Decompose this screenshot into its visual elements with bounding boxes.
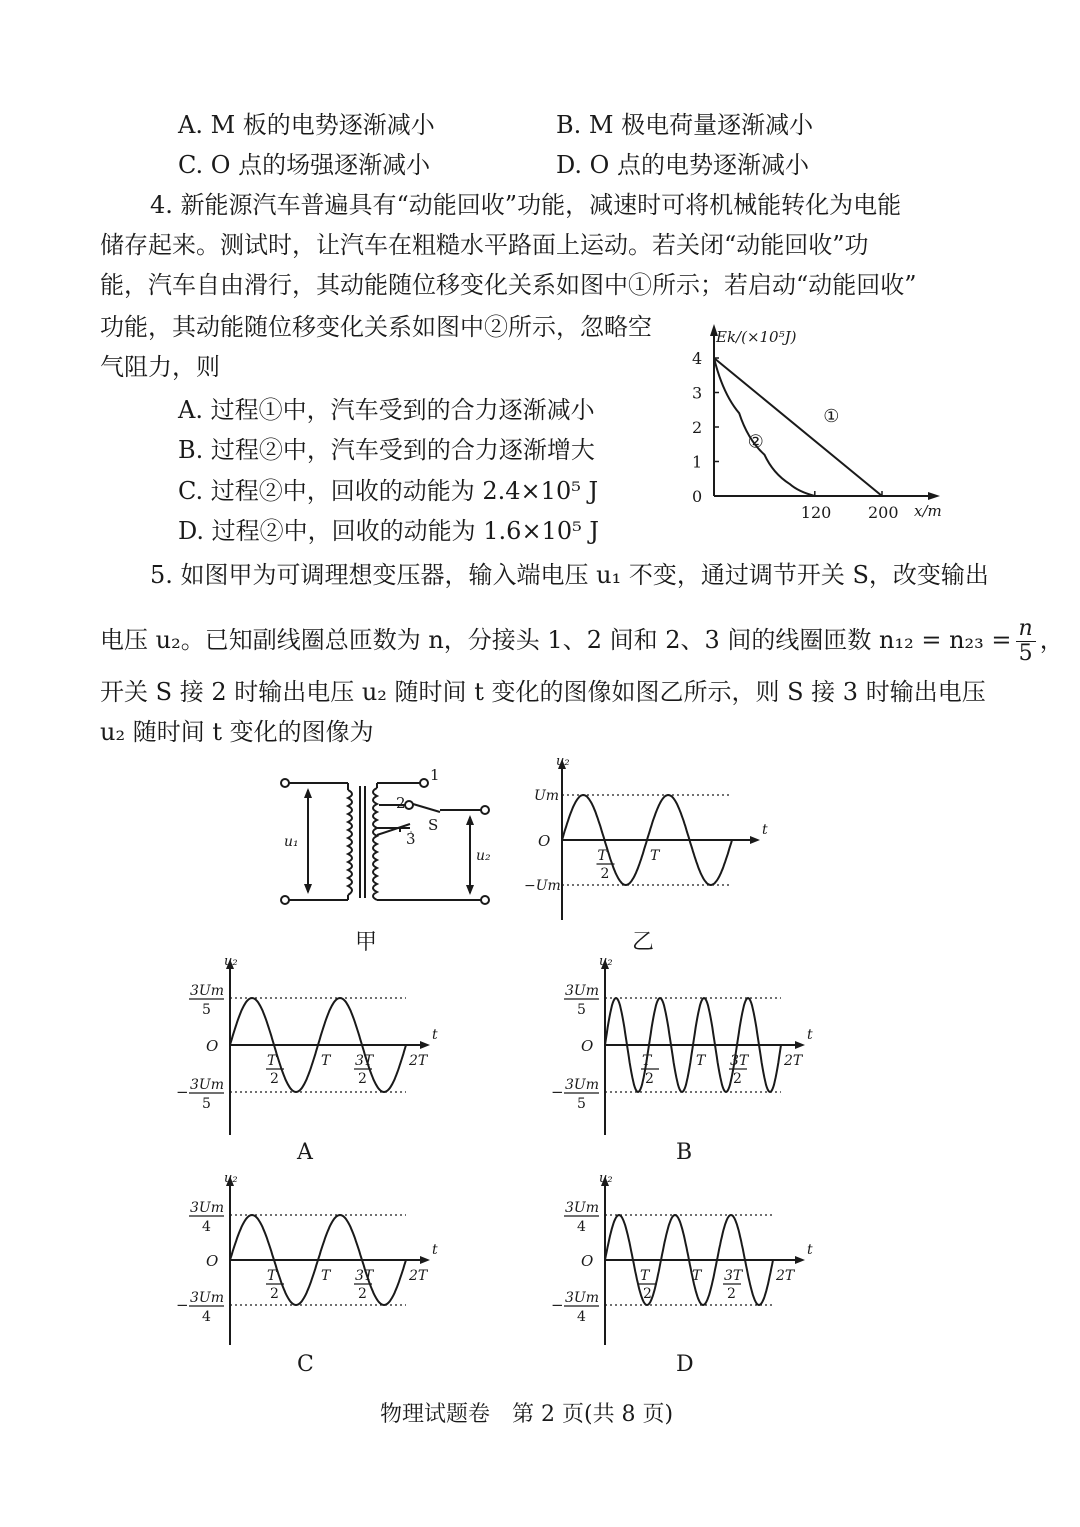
ek-x-chart <box>676 318 946 528</box>
y-tick-label: 1 <box>692 452 703 472</box>
t-tick-denominator: 2 <box>645 1071 654 1087</box>
q5-stem-line2 <box>100 617 1064 666</box>
q3-option-b: B. M 极电荷量逐渐减小 <box>556 111 814 139</box>
t-axis-label: t <box>762 822 768 838</box>
origin-label: O <box>581 1252 594 1270</box>
y-axis-label: u₂ <box>224 1171 238 1186</box>
t-tick-numerator: 3T <box>730 1053 749 1069</box>
pos-amp-label: Um <box>534 788 560 804</box>
t-tick-numerator: T <box>640 1268 650 1284</box>
q4-stem-line5: 气阻力，则 <box>100 353 220 381</box>
fraction-numerator: 3Um <box>565 1290 599 1306</box>
caption-jia: 甲 <box>355 930 378 955</box>
tap-2-label: 2 <box>396 794 406 812</box>
t-axis-arrow <box>795 1256 805 1264</box>
q4-stem-line3: 能，汽车自由滑行，其动能随位移变化关系如图中①所示；若启动“动能回收” <box>100 271 917 299</box>
t-axis-arrow <box>420 1256 430 1264</box>
q4-option-d: D. 过程②中，回收的动能为 1.6×10⁵ J <box>178 517 599 545</box>
q4-option-a: A. 过程①中，汽车受到的合力逐渐减小 <box>178 396 595 424</box>
q5-line2-end: ， <box>1039 626 1064 654</box>
fraction-numerator: 3Um <box>190 1077 224 1093</box>
waveform-yi <box>510 755 780 925</box>
fraction-numerator: 3Um <box>190 983 224 999</box>
pos-amp-label <box>564 1200 599 1235</box>
q3-option-a: A. M 板的电势逐渐减小 <box>178 111 435 139</box>
origin-label: O <box>538 832 551 850</box>
q5-stem-line4: u₂ 随时间 t 变化的图像为 <box>100 718 374 746</box>
fraction-denominator: 5 <box>202 1002 211 1018</box>
fraction-denominator: 5 <box>1018 641 1033 666</box>
caption-option-b: B <box>676 1140 693 1165</box>
u2-label: u₂ <box>476 848 491 864</box>
t-tick-numerator: 3T <box>724 1268 743 1284</box>
t-axis-label: t <box>432 1027 438 1043</box>
origin-label: O <box>581 1037 594 1055</box>
y-tick-label: 4 <box>692 349 703 368</box>
y-axis-label: u₂ <box>599 1171 613 1186</box>
t-tick-label: T <box>321 1053 331 1069</box>
series-1-label: ① <box>823 405 840 427</box>
minus-sign: − <box>176 1083 189 1101</box>
t-axis-label: t <box>432 1242 438 1258</box>
t-tick-label: T <box>696 1053 706 1069</box>
t-tick-numerator: 3T <box>355 1053 374 1069</box>
t-tick-label: 2T <box>409 1268 428 1284</box>
origin-label: O <box>206 1037 219 1055</box>
origin-label: O <box>206 1252 219 1270</box>
y-tick-label: 2 <box>692 418 703 437</box>
option-c-graph <box>176 1171 440 1352</box>
t-tick-numerator: T <box>267 1053 277 1069</box>
caption-option-a: A <box>297 1140 313 1165</box>
q5-stem-line1: 5. 如图甲为可调理想变压器，输入端电压 u₁ 不变，通过调节开关 S，改变输出 <box>150 561 989 589</box>
t-tick-numerator: T <box>597 848 607 864</box>
t-tick-denominator: 2 <box>643 1286 652 1302</box>
caption-option-c: C <box>297 1352 314 1377</box>
minus-sign: − <box>551 1083 564 1101</box>
t-tick-denominator: 2 <box>270 1286 279 1302</box>
t-tick-numerator: 3T <box>355 1268 374 1284</box>
t-tick-denominator: 2 <box>727 1286 736 1302</box>
tap-1-label: 1 <box>430 766 440 784</box>
series-2-curve <box>714 358 815 496</box>
fraction-numerator: n <box>1016 617 1036 642</box>
t-tick-numerator: T <box>267 1268 277 1284</box>
t-tick-denominator: 2 <box>358 1286 367 1302</box>
option-a-graph <box>176 954 440 1140</box>
fraction-numerator: 3Um <box>565 1077 599 1093</box>
option-b-graph <box>551 954 815 1140</box>
neg-amp-label <box>176 1077 224 1112</box>
tap-3-label: 3 <box>406 830 416 848</box>
q4-stem-line2: 储存起来。测试时，让汽车在粗糙水平路面上运动。若关闭“动能回收”功 <box>100 231 869 259</box>
y-tick-label: 3 <box>692 383 703 403</box>
t-axis-arrow <box>750 836 760 844</box>
q3-option-c: C. O 点的场强逐渐减小 <box>178 151 431 179</box>
pos-amp-label <box>189 983 224 1018</box>
series-2-label: ② <box>747 431 764 453</box>
u1-label: u₁ <box>284 834 299 850</box>
series-1-line <box>714 358 882 496</box>
t-tick-label: 2T <box>784 1053 803 1069</box>
t-tick-denominator: 2 <box>600 866 610 882</box>
fraction-n-over-5 <box>1016 617 1036 666</box>
q4-stem-line4: 功能，其动能随位移变化关系如图中②所示，忽略空 <box>100 313 652 341</box>
q4-option-c: C. 过程②中，回收的动能为 2.4×10⁵ J <box>178 477 599 505</box>
t-tick-denominator: 2 <box>733 1071 742 1087</box>
fraction-numerator: 3Um <box>190 1200 224 1216</box>
t-tick-denominator: 2 <box>270 1071 279 1087</box>
minus-sign: − <box>176 1296 189 1314</box>
pos-amp-label <box>564 983 599 1018</box>
t-tick-label: T <box>692 1268 702 1284</box>
fraction-denominator: 5 <box>577 1002 586 1018</box>
neg-amp-label: −Um <box>524 878 561 894</box>
q4-option-b: B. 过程②中，汽车受到的合力逐渐增大 <box>178 436 595 464</box>
t-axis-arrow <box>420 1041 430 1049</box>
fraction-denominator: 4 <box>202 1309 211 1325</box>
page-footer: 物理试题卷 第 2 页(共 8 页) <box>380 1402 674 1427</box>
q4-stem-line1: 4. 新能源汽车普遍具有“动能回收”功能，减速时可将机械能转化为电能 <box>150 191 902 219</box>
t-tick-label: T <box>650 848 660 864</box>
t-axis-label: t <box>807 1027 813 1043</box>
option-d-graph <box>551 1171 815 1352</box>
y-axis-label: Ek/(×10⁵J) <box>716 328 797 346</box>
fraction-denominator: 4 <box>577 1219 586 1235</box>
y-axis-label: u₂ <box>556 754 570 769</box>
t-axis-arrow <box>795 1041 805 1049</box>
y-axis-label: u₂ <box>224 954 238 969</box>
q5-stem-line3: 开关 S 接 2 时输出电压 u₂ 随时间 t 变化的图像如图乙所示，则 S 接 3 时输出电压 <box>100 678 986 706</box>
t-tick-denominator: 2 <box>358 1071 367 1087</box>
fraction-denominator: 4 <box>202 1219 211 1235</box>
x-axis-arrow <box>928 492 940 500</box>
x-axis-label: x/m <box>914 502 942 520</box>
fraction-denominator: 5 <box>577 1096 586 1112</box>
fraction-denominator: 5 <box>202 1096 211 1112</box>
t-tick-numerator: T <box>642 1053 652 1069</box>
y-tick-label: 0 <box>692 487 703 506</box>
x-tick-label: 120 <box>800 503 832 522</box>
q5-line2-text: 电压 u₂。已知副线圈总匝数为 n，分接头 1、2 间和 2、3 间的线圈匝数 n₁₂ = n₂₃ = <box>100 626 1012 654</box>
neg-amp-label <box>176 1290 224 1325</box>
fraction-numerator: 3Um <box>565 1200 599 1216</box>
neg-amp-label <box>551 1290 599 1325</box>
q3-option-d: D. O 点的电势逐渐减小 <box>556 151 809 179</box>
switch-s-label: S <box>428 816 439 834</box>
minus-sign: − <box>551 1296 564 1314</box>
t-tick-label: T <box>321 1268 331 1284</box>
caption-option-d: D <box>676 1352 694 1377</box>
t-axis-label: t <box>807 1242 813 1258</box>
fraction-numerator: 3Um <box>565 983 599 999</box>
x-tick-label: 200 <box>868 503 899 522</box>
transformer-diagram <box>270 760 500 920</box>
pos-amp-label <box>189 1200 224 1235</box>
neg-amp-label <box>551 1077 599 1112</box>
caption-yi: 乙 <box>632 930 655 955</box>
t-tick-label: 2T <box>776 1268 795 1284</box>
t-tick-label: 2T <box>409 1053 428 1069</box>
fraction-denominator: 4 <box>577 1309 586 1325</box>
fraction-numerator: 3Um <box>190 1290 224 1306</box>
y-axis-label: u₂ <box>599 954 613 969</box>
